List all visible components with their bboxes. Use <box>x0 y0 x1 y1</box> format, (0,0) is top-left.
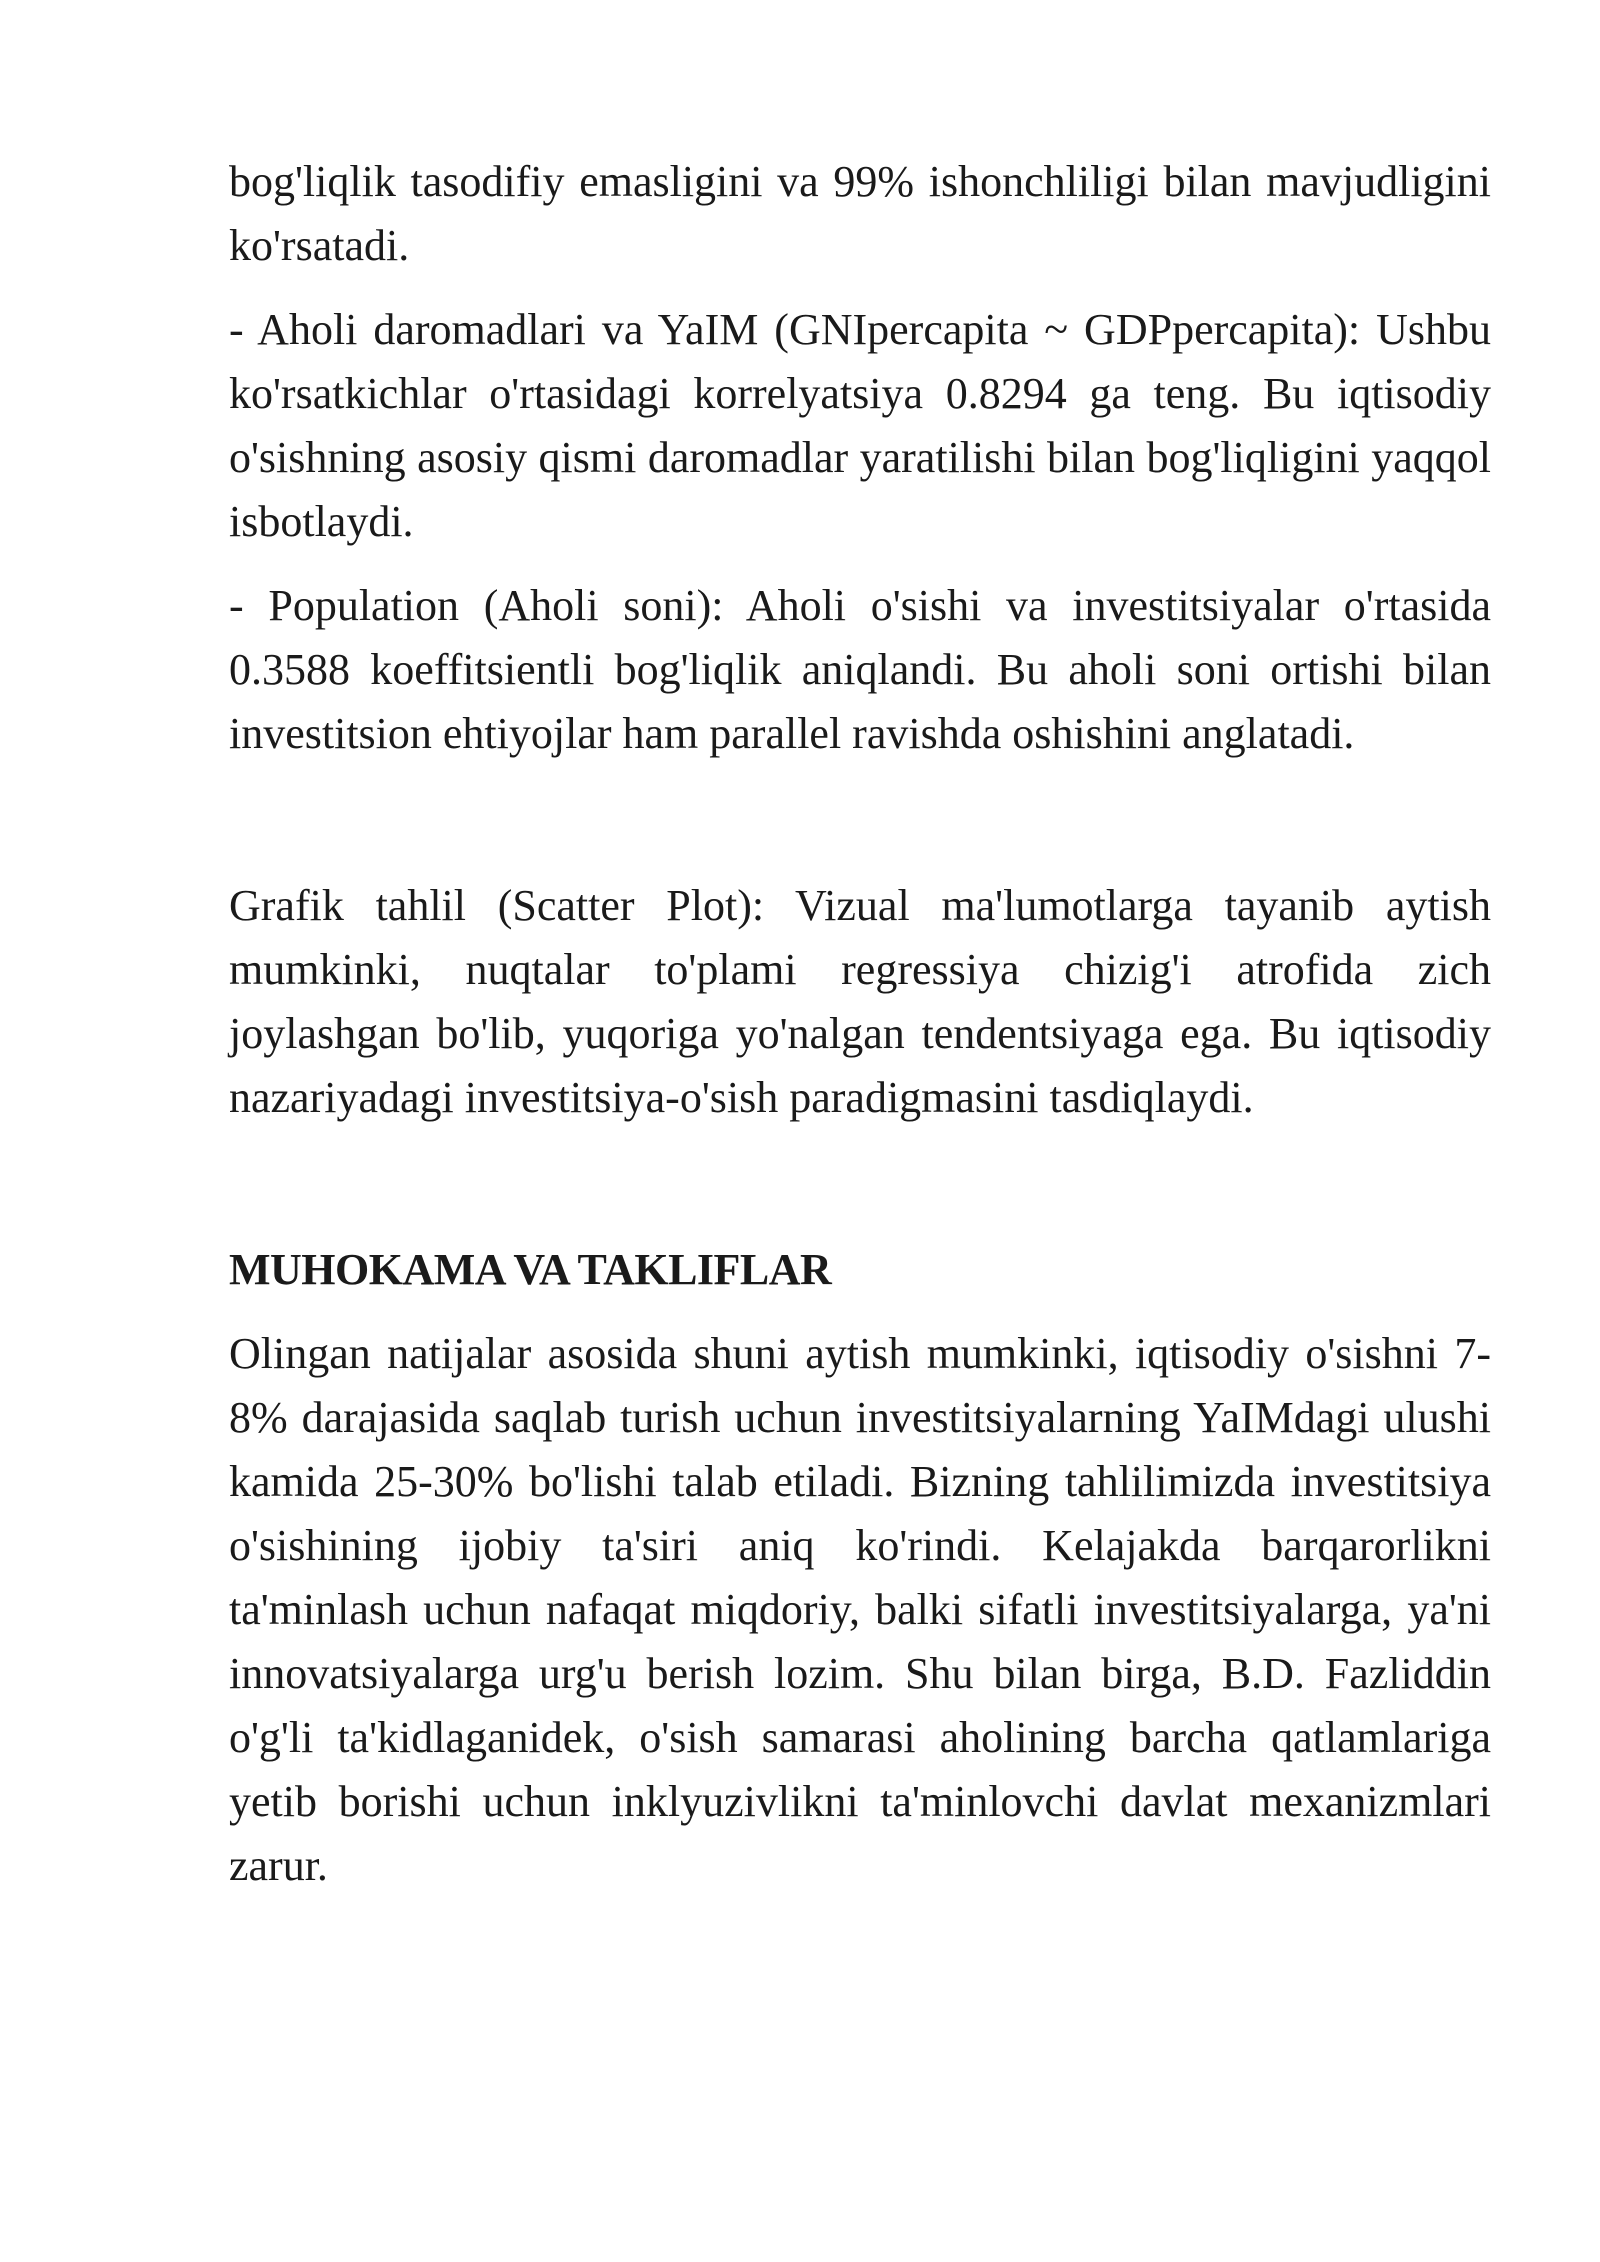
section-heading: MUHOKAMA VA TAKLIFLAR <box>229 1245 832 1294</box>
paragraph-continuation: bog'liqlik tasodifiy emasligini va 99% ishonchliligi bilan mavjudligini ko'rsatadi. <box>229 157 1491 270</box>
paragraph-scatter-analysis: Grafik tahlil (Scatter Plot): Vizual ma'lumotlarga tayanib aytish mumkinki, nuqtalar to'plami regressiya chizig'i atrofida zich joylashgan bo'lib, yuqoriga yo'nalgan tendentsiyaga ega. Bu iqtisodiy nazariyadagi investitsiya-o'sish paradigmasini tasdiqlaydi. <box>229 881 1491 1122</box>
paragraph-income-gdp: - Aholi daromadlari va YaIM (GNIpercapita ~ GDPpercapita): Ushbu ko'rsatkichlar o'rtasidagi korrelyatsiya 0.8294 ga teng. Bu iqtisodiy o'sishning asosiy qismi daromadlar yaratilishi bilan bog'liqligini yaqqol isbotlaydi. <box>229 305 1491 546</box>
paragraph-population: - Population (Aholi soni): Aholi o'sishi va investitsiyalar o'rtasida 0.3588 koeffitsientli bog'liqlik aniqlandi. Bu aholi soni ortishi bilan investitsion ehtiyojlar ham parallel ravishda oshishini anglatadi. <box>229 581 1491 758</box>
document-page <box>229 150 1491 1898</box>
paragraph-discussion: Olingan natijalar asosida shuni aytish mumkinki, iqtisodiy o'sishni 7-8% darajasida saqlab turish uchun investitsiyalarning YaIMdagi ulushi kamida 25-30% bo'lishi talab etiladi. Bizning tahlilimizda investitsiya o'sishining ijobiy ta'siri aniq ko'rindi. Kelajakda barqarorlikni ta'minlash uchun nafaqat miqdoriy, balki sifatli investitsiyalarga, ya'ni innovatsiyalarga urg'u berish lozim. Shu bilan birga, B.D. Fazliddin o'g'li ta'kidlaganidek, o'sish samarasi aholining barcha qatlamlariga yetib borishi uchun inklyuzivlikni ta'minlovchi davlat mexanizmlari zarur. <box>229 1329 1491 1890</box>
